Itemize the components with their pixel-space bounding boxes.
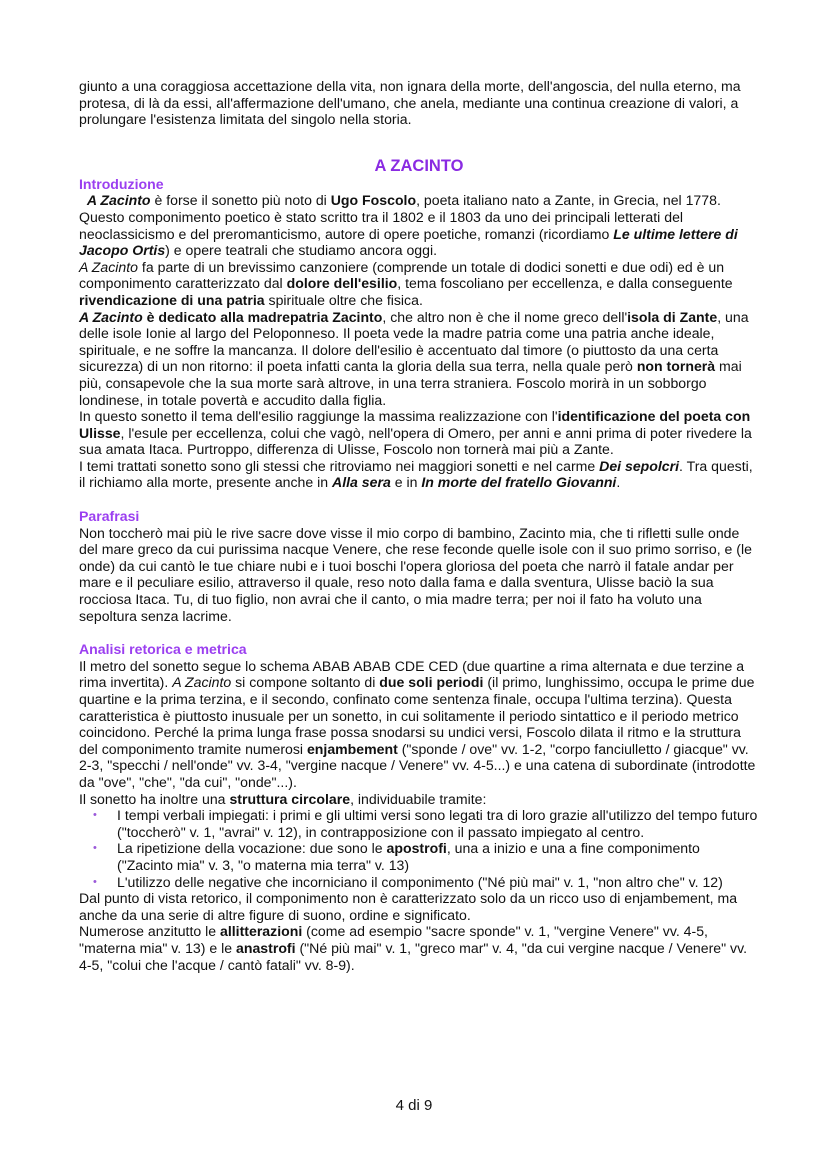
section-heading-parafrasi: Parafrasi [79,508,140,525]
intro-paragraph-2: A Zacinto fa parte di un brevissimo canzoniere (comprende un totale di dodici sonetti e due odi) ed è un componimento caratterizzato dal dolore dell'esilio, tema foscoliano per eccellenza, e dalla conseguente rivendicazione di una patria spirituale oltre che fisica. [79,258,733,308]
page-number: 4 di 9 [395,1097,433,1114]
struttura-list [79,807,759,890]
intro-paragraph-1: A Zacinto è forse il sonetto più noto di Ugo Foscolo, poeta italiano nato a Zante, in Grecia, nel 1778. Questo componimento poetico è stato scritto tra il 1802 e il 1803 da uno dei principali letterati del neoclassicismo e del preromanticismo, autore di opere poetiche, romanzi (ricordiamo Le ultime lettere di Jacopo Ortis) e opere teatrali che studiamo ancora oggi. [79,192,738,259]
document-body [79,78,759,973]
section-heading-analisi: Analisi retorica e metrica [79,641,247,658]
bullet-icon: • [93,842,97,855]
analisi-paragraph-3: Dal punto di vista retorico, il componimento non è caratterizzato solo da un ricco uso di enjambement, ma anche da una serie di altre figure di suono, ordine e significato. [79,890,738,923]
intro-paragraph-5: I temi trattati sonetto sono gli stessi che ritroviamo nei maggiori sonetti e nel carme Dei sepolcri. Tra questi, il richiamo alla morte, presente anche in Alla sera e in In morte del fratello Giovanni. [79,457,753,491]
bullet-icon: • [93,875,97,888]
list-item: • I tempi verbali impiegati: i primi e gli ultimi versi sono legati tra di loro grazie all'utilizzo del tempo futuro ("toccherò" v. 1, "avrai" v. 12), in contrapposizione con il passato impiegato al centro. [93,807,758,840]
analisi-paragraph-1: Il metro del sonetto segue lo schema ABAB ABAB CDE CED (due quartine a rima alternata e due terzine a rima invertita). A Zacinto si compone soltanto di due soli periodi (il primo, lunghissimo, occupa le prime due quartine e la prima terzina, e il secondo, confinato come sentenza finale, occupa l'ultima terzina). Questa caratteristica è piuttosto inusuale per un sonetto, in cui solitamente il periodo sintattico e il periodo metrico coincidono. Perché la prima lunga frase possa snodarsi su undici versi, Foscolo dilata il ritmo e la struttura del componimento tramite numerosi enjambement ("sponde / ove" vv. 1-2, "corpo fanciulletto / giacque" vv. 2-3, "specchi / nell'onde" vv. 3-4, "vergine nacque / Venere" vv. 4-5...) e una catena di subordinate (introdotte da "ove", "che", "da cui", "onde"...). [79,657,756,790]
analisi-paragraph-4: Numerose anzitutto le allitterazioni (come ad esempio "sacre sponde" v. 1, "vergine Venere" vv. 4-5, "materna mia" v. 13) e le anastrofi ("Né più mai" v. 1, "greco mar" v. 4, "da cui vergine nacque / Venere" vv. 4-5, "colui che l'acque / cantò fatali" vv. 8-9). [79,923,748,973]
page-title: A ZACINTO [374,156,464,175]
section-heading-introduzione: Introduzione [79,175,164,192]
bullet-icon: • [93,809,97,822]
intro-paragraph-3: A Zacinto è dedicato alla madrepatria Zacinto, che altro non è che il nome greco dell'isola di Zante, una delle isole Ionie al largo del Peloponneso. Il poeta vede la madre patria come una patria anche ideale, spirituale, e ne soffre la mancanza. Il dolore dell'esilio è accentuato dal timore (o piuttosto da una certa sicurezza) di un non ritorno: il poeta infatti canta la gloria della sua terra, nella quale però non tornerà mai più, consapevole che la sua morte sarà altrove, in una terra straniera. Foscolo morirà in un sobborgo londinese, in totale povertà e accudito dalla figlia. [79,308,749,408]
intro-paragraph-4: In questo sonetto il tema dell'esilio raggiunge la massima realizzazione con l'identificazione del poeta con Ulisse, l'esule per eccellenza, colui che vagò, nell'opera di Omero, per anni e anni prima di poter rivedere la sua amata Itaca. Purtroppo, differenza di Ulisse, Foscolo non tornerà mai più a Zante. [79,408,752,458]
list-item: • La ripetizione della vocazione: due sono le apostrofi, una a inizio e una a fine componimento ("Zacinto mia" v. 3, "o materna mia terra" v. 13) [93,840,700,873]
intro-continuation: giunto a una coraggiosa accettazione della vita, non ignara della morte, dell'angoscia, del nulla eterno, ma protesa, di là da essi, all'affermazione dell'umano, che anela, mediante una continua creazione di valori, a prolungare l'esistenza limitata del singolo nella storia. [79,78,741,128]
analisi-paragraph-2: Il sonetto ha inoltre una struttura circolare, individuabile tramite: [79,790,487,807]
list-item: • L'utilizzo delle negative che incorniciano il componimento ("Né più mai" v. 1, "non altro che" v. 12) [93,873,723,890]
parafrasi-paragraph: Non toccherò mai più le rive sacre dove visse il mio corpo di bambino, Zacinto mia, che ti rifletti sulle onde del mare greco da cui purissima nacque Venere, che rese feconde quelle isole con il suo primo sorriso, e (le onde) da cui cantò le tue chiare nubi e i tuoi boschi l'opera gloriosa del poeta che narrò il fatale andar per mare e il peculiare esilio, attraverso il quale, reso noto dalla fama e dalla sventura, Ulisse baciò la sua rocciosa Itaca. Tu, di tuo figlio, non avrai che il canto, o mia madre terra; per noi il fato ha voluto una sepoltura senza lacrime. [79,524,752,624]
